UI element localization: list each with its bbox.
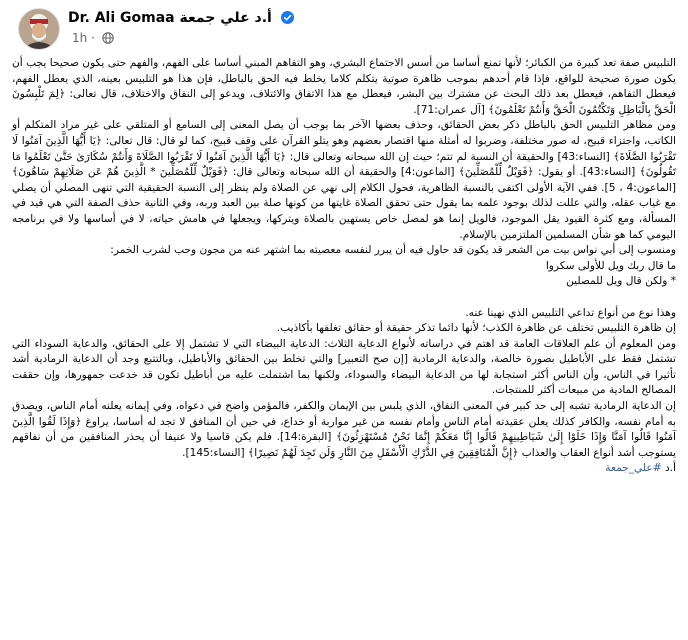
meta-separator: · <box>91 31 99 45</box>
paragraph-6: ومن المعلوم أن علم العلاقات العامة قد اهتم في دراساته لأنواع الدعاية الثلاث: الدعاية البيضاء التي لا تشتمل إلا على الحقائق، والدعاية السوداء التي تشتمل فقط على الأباطيل بصورة خالصة، والدعاية الرمادية [إن صح التعبير] والتي تخلط بين الحقائق والأباطيل، وبالتتبع وجد أن الدعاية الرمادية أشد تأثيرا في الناس، وأن الناس أكثر استجابة لها من الدعاية البيضاء والسوداء، ولكنها بما اشتملت عليه من أباطيل تكون قد خدعت جمهورها، وإن حققت المصالح المادية من مبيعات أكثر للمنتجات. <box>12 337 676 397</box>
paragraph-3: ومنسوب إلى أبي نواس بيت من الشعر قد يكون قد حاول فيه أن يبرر لنفسه معصيته بما اشتهر عنه من مجون وحب لشرب الخمر: <box>110 244 676 257</box>
globe-icon[interactable] <box>102 32 114 44</box>
signature <box>12 461 676 477</box>
post-timestamp[interactable]: 1h <box>72 31 88 45</box>
signature-prefix: أ.د <box>664 462 676 475</box>
paragraph-2: ومن مظاهر التلبيس الحق بالباطل ذكر بعض الحقائق، وحذف بعضها الآخر بما يوجب أن يصل المعنى إلى السامع أو المتلقي على غير مراد المتكلم أو الكاتب، واجتزاء قبيح، له صور مختلفة، وضربوا له أمثلة منها اقتصار بعضهم وهو يتلو القرآن على وقف قبيح، كما لو قال: قال تعالى: ﴿يَا أَيُّهَا الَّذِينَ آمَنُوا لَا تَقْرَبُوا الصَّلَاةَ﴾ [النساء:43] والحقيقة أن النسبة لم تتم؛ حيث إن الله سبحانه وتعالى قال: ﴿يَا أَيُّهَا الَّذِينَ آمَنُوا لَا تَقْرَبُوا الصَّلَاةَ وَأَنتُمْ سُكَارَىٰ حَتَّىٰ تَعْلَمُوا مَا تَقُولُونَ﴾ [النساء:43]. أو يقول: ﴿فَوَيْلٌ لِّلْمُصَلِّينَ﴾ [الماعون:4] والحقيقة أن الله سبحانه وتعالى قال: ﴿فَوَيْلٌ لِّلْمُصَلِّينَ * الَّذِينَ هُمْ عَن صَلَاتِهِمْ سَاهُونَ﴾ [الماعون:4 ، 5]. ففي الآية الأولى اكتفى بالنسبة الظاهرية، فحول الكلام إلى نهي عن الصلاة ولم ينظر إلى النسبة الحقيقية التي تنهى المصلي أن يصلي مع غياب عقله، والتي عللت لذلك بوجود علمه بما يقول حتى تحقق الصلاة غايتها من كونها صلة بين العبد وربه، وفي الثانية حذف الصفة التي هي قيد في المسألة، ومع كثرة القيود يقل الموجود، فالويل إنما هو لمصل خاص يستهين بالصلاة ويتركها، ويجعلها في هامش حياته، لا في أساسها ولا في برنامجه اليومي كما هو شأن المسلمين الملتزمين بالإسلام. <box>12 119 677 241</box>
poem-line-2: * ولكن قال ويل للمصلين <box>566 275 676 288</box>
post-meta <box>72 31 114 45</box>
author-name-text[interactable]: Dr. Ali Gomaa أ.د علي جمعة <box>68 10 272 26</box>
poem-line-1: ما قال ربك ويل للأولى سكروا <box>545 259 676 272</box>
paragraph-gap <box>12 290 676 306</box>
paragraph-1: التلبيس صفة تعد كبيرة من الكبائر؛ لأنها تمنع أساسا من أسس الاجتماع البشري، وهو التفاهم المبني أساسا على الفهم، والفهم حتى يكون صحيحا يجب أن يكون صورة صحيحة للواقع، فإذا قام أحدهم بموجب ظاهرة صوتية يتكلم كلاما يخلط فيه الحق بالباطل، فإن هذا هو التلبيس بعينه، الذي يعطل الفهم، فيعطل التفاهم، فيعطل بعد ذلك البحث عن مشترك بين البشر، فيعطل مع هذا الاتفاق والائتلاف، ويدعو إلى النفاق والاختلاف، قال تعالى: ﴿لِمَ تَلْبِسُونَ الْحَقَّ بِالْبَاطِلِ وَتَكْتُمُونَ الْحَقَّ وَأَنتُمْ تَعْلَمُونَ﴾ [آل عمران:71]. <box>12 57 676 116</box>
post-body <box>12 56 676 477</box>
paragraph-7: إن الدعاية الرمادية تشبه إلى حد كبير في المعنى النفاق، الذي يلبس بين الإيمان والكفر، فالمؤمن واضح في دعواه، وفي إيمانه يعلنه أمام الناس، ويصدق به أمام نفسه، والكافر كذلك يعلن عقيدته أمام الناس وأمام نفسه من غير مواربة أو خداع، في حين أن المنافق لا تجد له أساسا، يراوغ ﴿وَإِذَا لَقُوا الَّذِينَ آمَنُوا قَالُوا آمَنَّا وَإِذَا خَلَوْا إِلَىٰ شَيَاطِينِهِمْ قَالُوا إِنَّا مَعَكُمْ إِنَّمَا نَحْنُ مُسْتَهْزِئُونَ﴾ [البقرة:14]. فلم يكن قاسيا ولا عنيفا أن يحذر المنافقين من أن نفاقهم يستوجب أشد أنواع العقاب والعذاب ﴿إِنَّ الْمُنَافِقِينَ فِي الدَّرْكِ الْأَسْفَلِ مِنَ النَّارِ وَلَن تَجِدَ لَهُمْ نَصِيرًا﴾ [النساء:145]. <box>12 400 677 459</box>
post-header <box>0 0 688 52</box>
signature-hashtag-link[interactable]: #علي_جمعة <box>605 462 662 475</box>
verified-badge-icon <box>281 11 294 24</box>
paragraph-4: وهذا نوع من أنواع تداعي التلبيس الذي نهينا عنه. <box>465 306 676 319</box>
author-name[interactable] <box>68 10 298 26</box>
author-avatar[interactable] <box>18 8 60 50</box>
avatar-photo <box>19 9 59 49</box>
paragraph-5: إن ظاهرة التلبيس تختلف عن ظاهرة الكذب؛ لأنها دائما تذكر حقيقة أو حقائق تغلفها بأكاذيب. <box>276 322 676 335</box>
